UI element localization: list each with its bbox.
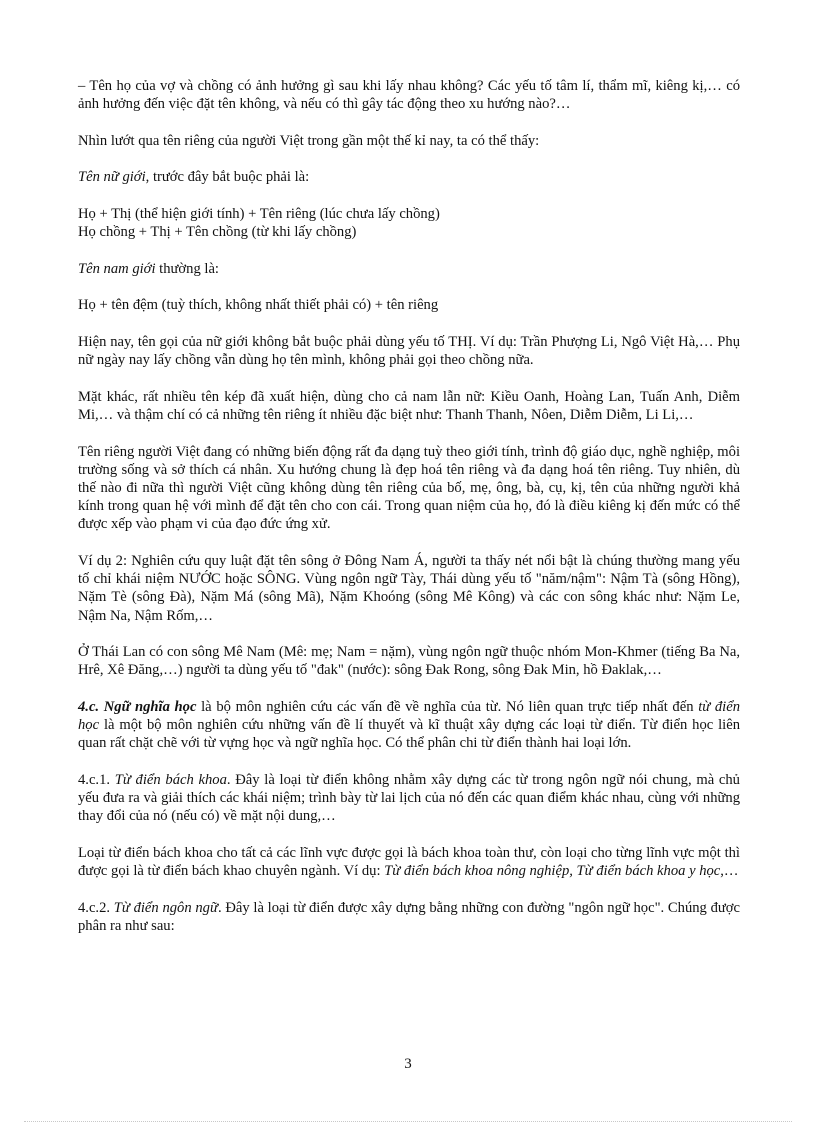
paragraph: Nhìn lướt qua tên riêng của người Việt trong gần một thế kỉ nay, ta có thể thấy: <box>78 132 540 149</box>
paragraph-text: , trước đây bắt buộc phải là: <box>145 169 310 186</box>
italic-term: Từ điển bách khoa nông nghiệp, Từ điển bách khoa y học <box>384 863 721 880</box>
paragraph <box>78 771 740 826</box>
paragraph-text: thường là: <box>155 260 219 277</box>
paragraph <box>78 260 740 278</box>
paragraph: Mặt khác, rất nhiều tên kép đã xuất hiện, dùng cho cả nam lẫn nữ: Kiều Oanh, Hoàng Lan, Tuấn Anh, Diễm Mi,… và thậm chí có cả những tên riêng ít nhiều đặc biệt như: Thanh Thanh, Nôen, Diễm Diễm, Li Li,… <box>78 388 740 423</box>
italic-term: Tên nữ giới <box>78 169 146 186</box>
paragraph: Tên riêng người Việt đang có những biến động rất đa dạng tuỳ theo giới tính, trình độ giáo dục, nghề nghiệp, môi trường sống và sở thích cá nhân. Xu hướng chung là đẹp hoá tên riêng và đa dạng hoá tên riêng. Tuy nhiên, dù thế nào đi nữa thì người Việt cũng không dùng tên riêng của bố, mẹ, ông, bà, cụ, kị, tên của những người khả kính trong quan hệ với mình để đặt tên cho con cái. Trong quan niệm của họ, đó là điều kiêng kị đến mức có thể được xếp vào phạm vi của đạo đức ứng xử. <box>78 443 740 533</box>
paragraph-text: là một bộ môn nghiên cứu những vấn đề lí thuyết và kĩ thuật xây dựng các loại từ điển. Từ điển học liên quan rất chặt chẽ với từ vựng học và ngữ nghĩa học. Có thể phân chi từ điển thành hai loại lớn. <box>78 717 740 752</box>
paragraph-text: . Đây là loại từ điển được xây dựng bằng những con đường "ngôn ngữ học". Chúng được phân ra như sau: <box>78 899 740 934</box>
document-body <box>78 77 740 954</box>
section-heading: 4.c. Ngữ nghĩa học <box>78 698 197 715</box>
paragraph-text: 4.c.2. <box>78 899 114 916</box>
paragraph-text: ,… <box>720 863 739 880</box>
formula-line: Họ chồng + Thị + Tên chồng (từ khi lấy chồng) <box>78 224 357 241</box>
paragraph: Ở Thái Lan có con sông Mê Nam (Mê: mẹ; Nam = nặm), vùng ngôn ngữ thuộc nhóm Mon-Khmer (tiếng Ba Na, Hrê, Xê Đăng,…) người ta dùng yếu tố "đak" (nước): sông Đak Rong, sông Đak Min, hồ Đaklak,… <box>78 644 740 679</box>
italic-term: Tên nam giới <box>78 260 156 277</box>
paragraph-text: Loại từ điển bách khoa cho tất cả các lĩnh vực được gọi là bách khoa toàn thư, còn loại cho từng lĩnh vực một thì được gọi là từ điển bách khao chuyên ngành. Ví dụ: <box>78 844 740 880</box>
page-bottom-divider <box>24 1121 792 1122</box>
italic-term: Từ điển ngôn ngữ <box>113 899 218 916</box>
paragraph: Ví dụ 2: Nghiên cứu quy luật đặt tên sông ở Đông Nam Á, người ta thấy nét nổi bật là chúng thường mang yếu tố chỉ khái niệm NƯỚC hoặc SÔNG. Vùng ngôn ngữ Tày, Thái dùng yếu tố "năm/nậm": Nậm Tà (sông Hồng), Nặm Tè (sông Đà), Nặm Má (sông Mã), Nặm Khoóng (sông Mê Kông) và các con sông khác như: Nặm Le, Nậm Na, Nậm Rốm,… <box>78 552 740 624</box>
paragraph-text: 4.c.1. <box>78 771 115 788</box>
paragraph: Hiện nay, tên gọi của nữ giới không bắt buộc phải dùng yếu tố THỊ. Ví dụ: Trần Phượng Li, Ngô Việt Hà,… Phụ nữ ngày nay lấy chồng vẫn dùng họ tên mình, không phải gọi theo chồng nữa. <box>78 333 740 369</box>
formula-line: Họ + tên đệm (tuỳ thích, không nhất thiết phải có) + tên riêng <box>78 297 439 314</box>
paragraph <box>78 844 740 880</box>
paragraph <box>78 698 740 753</box>
formula-line: Họ + Thị (thể hiện giới tính) + Tên riêng (lúc chưa lấy chồng) <box>78 205 440 222</box>
paragraph: – Tên họ của vợ và chồng có ảnh hưởng gì sau khi lấy nhau không? Các yếu tố tâm lí, thẩm mĩ, kiêng kị,… có ảnh hưởng đến việc đặt tên không, và nếu có thì gây tác động theo xu hướng nào?… <box>78 78 740 113</box>
paragraph <box>78 899 740 935</box>
paragraph-text: là bộ môn nghiên cứu các vấn đề về nghĩa của từ. Nó liên quan trực tiếp nhất đến <box>196 698 699 715</box>
page-number: 3 <box>404 1056 412 1072</box>
italic-term: từ điển học <box>78 698 740 734</box>
italic-term: Từ điển bách khoa <box>114 771 227 788</box>
paragraph-text: . Đây là loại từ điển không nhằm xây dựng các từ trong ngôn ngữ nói chung, mà chủ yếu đưa ra và giải thích các khái niệm; trình bày từ lai lịch của nó đến các quan điểm khác nhau, cùng với những thay đổi của nó (nếu có) về mặt nội dung,… <box>78 771 740 825</box>
paragraph <box>78 168 740 186</box>
